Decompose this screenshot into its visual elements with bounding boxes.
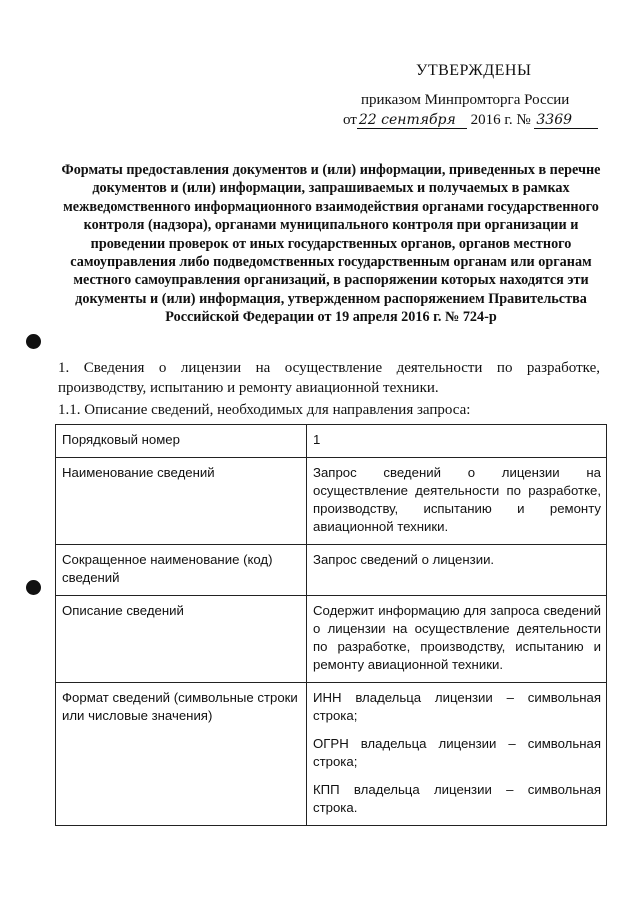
format-item-inn: ИНН владельца лицензии – символьная строка; [313, 690, 601, 723]
format-item-kpp: КПП владельца лицензии – символьная строка. [313, 782, 601, 815]
table-row [56, 683, 607, 826]
info-table [55, 424, 607, 826]
approval-heading: УТВЕРЖДЕНЫ [416, 62, 532, 79]
row-value: Содержит информацию для запроса сведений о лицензии на осуществление деятельности по разработке, производству, испытанию и ремонту авиационной техники. [307, 596, 607, 683]
order-reference: приказом Минпромторга России [361, 92, 570, 108]
row-value: Запрос сведений о лицензии на осуществление деятельности по разработке, производству, испытанию и ремонту авиационной техники. [307, 458, 607, 545]
binder-hole-mark [26, 580, 41, 595]
handwritten-number: 3369 [534, 112, 598, 129]
number-prefix: № [516, 112, 531, 128]
row-value: 1 [307, 425, 607, 458]
row-label: Порядковый номер [56, 425, 307, 458]
handwritten-date: 22 сентября [357, 112, 467, 129]
order-date-line [343, 112, 598, 129]
row-label: Сокращенное наименование (код) сведений [56, 545, 307, 596]
section-paragraph-1: 1. Сведения о лицензии на осуществление деятельности по разработке, производству, испытанию и ремонту авиационной техники. [58, 360, 600, 396]
table-row [56, 596, 607, 683]
year-suffix: 2016 г. [470, 112, 513, 128]
document-title: Форматы предоставления документов и (или) информации, приведенных в перечне документов и (или) информации, запрашиваемых и получаемых в рамках межведомственного информационного взаимодействия органами государственного контроля (надзора), органами муниципального контроля при организации и проведении проверок от иных государственных органов, органов местного самоуправления либо подведомственных государственным органам или органам местного самоуправления организаций, в распоряжении которых находятся эти документы и (или) информация, утвержденном распоряжением Правительства Российской Федерации от 19 апреля 2016 г. № 724-р [61, 162, 601, 326]
row-value: Запрос сведений о лицензии. [307, 545, 607, 596]
row-label: Формат сведений (символьные строки или числовые значения) [56, 683, 307, 826]
table-row [56, 425, 607, 458]
date-prefix: от [343, 112, 357, 128]
section-paragraph-1-1: 1.1. Описание сведений, необходимых для направления запроса: [58, 402, 471, 418]
row-label: Описание сведений [56, 596, 307, 683]
format-item-ogrn: ОГРН владельца лицензии – символьная строка; [313, 736, 601, 769]
row-formats [307, 683, 607, 826]
binder-hole-mark [26, 334, 41, 349]
table-row [56, 458, 607, 545]
row-label: Наименование сведений [56, 458, 307, 545]
table-row [56, 545, 607, 596]
